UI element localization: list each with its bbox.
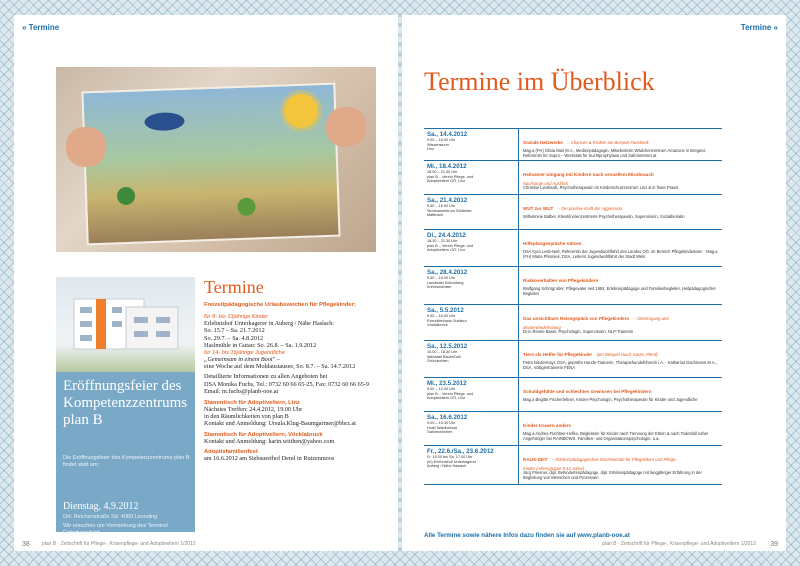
- date-cell: [424, 161, 519, 194]
- event-time: 9.00 – 16.00 Uhr: [427, 204, 456, 208]
- event-time: 18.00 – 21.30 Uhr: [427, 170, 458, 174]
- event-subtitle: Kinder (Altersgruppe 9-12 Jahre): [523, 466, 584, 471]
- date-row: [424, 195, 722, 230]
- event-title: Heilsamer Umgang mit Kindern nach sexuellem Missbrauch: [523, 172, 654, 177]
- event-title-extra: – Chancen & Risiken am Beispiel Facebook: [567, 140, 649, 145]
- section-header: Termine «: [740, 23, 778, 32]
- event-location: plan B – Verein Pflege- und: [427, 174, 474, 179]
- event-date: Mi., 23.5.2012: [427, 380, 467, 387]
- info-cell: [519, 230, 722, 266]
- event-time: 18.30 – 21.30 Uhr: [427, 239, 458, 243]
- green-mark: [237, 197, 256, 216]
- event-speaker: Petra Niedermayr, DSA, geprüfte Hunde-Trainerin, Therapiehundeführerin i.A. · Katharina Dachmann M.A., DSA, Voltigiertrainerin FENA: [523, 360, 717, 370]
- event-location: Aktivstall Bauer/Dali: [427, 354, 461, 359]
- event-note: Wir ersuchen um Vormerkung des Termins! Einladung folgt.: [63, 523, 169, 536]
- date-row: [424, 305, 722, 341]
- date-row: [424, 341, 722, 378]
- event-date: Sa., 16.6.2012: [427, 414, 468, 421]
- event-date: Sa., 28.4.2012: [427, 269, 468, 276]
- termine-column: [204, 277, 400, 463]
- date-cell: [424, 446, 519, 484]
- event-date: Mi., 18.4.2012: [427, 163, 467, 170]
- event-title: RAUS-ZEIT: [523, 457, 548, 462]
- dates-table: [424, 128, 722, 485]
- event-box: [56, 277, 195, 536]
- stammtisch-voecklabruck-title: Stammtisch für Adoptiveltern, Vöcklabruck: [204, 431, 323, 438]
- section-header: » Termine: [22, 23, 60, 32]
- info-cell: [519, 412, 722, 445]
- event-speaker: Wolfgang Schörgruber, Pflegevater seit 1992, Erlebnispädagoge und Familienbegleiter, Heilpädagogischer Begleiter: [523, 286, 716, 296]
- info-cell: [519, 341, 722, 377]
- event-speaker: Wilhelmine Balber, Klient/inn/enzentrierte Psychotherapeutin, Supervisorin, Sozialbeiratin: [523, 214, 685, 219]
- date-row: [424, 161, 722, 195]
- details-line: Detaillierte Informationen zu allen Angeboten bei: [204, 373, 328, 381]
- event-location: Vöcklabruck: [427, 323, 448, 327]
- page-footer: plan B · Zeitschrift für Pflege-, Krisenpflege- und Adoptiveltern 1/2012: [602, 541, 756, 547]
- event-date: Dienstag, 4.9.2012: [63, 501, 139, 512]
- event-location: plan B – Verein Pflege- und: [427, 243, 474, 248]
- event-speaker: Christine Lienhardt, Psychotherapeutin im Kinderschutzzentrum Linz & in freier Praxis: [523, 185, 679, 190]
- info-cell: [519, 446, 722, 484]
- event-title: Kinder trauern anders: [523, 423, 571, 428]
- event-intro: Die Eröffnungsfeier des Kompetenzzentrums plan B findet statt am:: [63, 455, 190, 468]
- stammtisch-voecklabruck-line: Kontakt und Anmeldung: karin.witthen@yahoo.com: [204, 437, 335, 445]
- date-cell: [424, 129, 519, 160]
- event-location: Seminarzentrum Schlieder: [427, 208, 472, 213]
- event-title: Soziale Netzwerke: [523, 140, 563, 145]
- date-cell: [424, 412, 519, 445]
- sun-drawing: [284, 93, 319, 128]
- details-line: Email: m.fuchs@planb-ooe.at: [204, 388, 279, 396]
- blue-figure-drawing: [144, 112, 185, 131]
- stammtisch-linz-line: Kontakt und Anmeldung: Ursula.Klug-Baumgartner@bbrz.at: [204, 420, 356, 428]
- stammtisch-linz-line: Nächstes Treffen: 24.4.2012, 19.00 Uhr: [204, 405, 303, 413]
- event-title-extra: – Übertragung und: [633, 316, 669, 321]
- group2-line: eine Woche auf dem Moldaustausee, So. 8.7. – Sa. 14.7.2012: [204, 363, 356, 371]
- event-time: 9.00 – 12.00 Uhr: [427, 387, 456, 391]
- event-title: Tiere als Helfer für Pflegekinder: [523, 352, 593, 357]
- event-title-extra: (am Beispiel Hund, Katze, Pferd): [596, 352, 658, 357]
- event-speaker: Jürg Priesner, dipl. Behindertenpädagoge, dipl. Erlebnispädagoge mit langjähriger Erfahrung in der Begleitung von Menschen und Prozessen: [523, 470, 702, 480]
- event-time: 9.00 – 16.00 Uhr: [427, 314, 456, 318]
- event-title: Das unsichtbare Reisegepäck von Pflegekindern: [523, 316, 630, 321]
- stammtisch-linz-line: in den Räumlichkeiten von plan B: [204, 413, 289, 421]
- info-cell: [519, 378, 722, 411]
- event-location: Wissensturm: [427, 142, 449, 147]
- stammtisch-linz-title: Stammtisch für Adoptiveltern, Linz: [204, 399, 300, 406]
- details-line: DSA Monika Fuchs, Tel.: 0732 60 66 65-25, Fax: 0732 60 66 65-9: [204, 380, 369, 388]
- group2-subtitle: „Gemeinsam in einem Boot" –: [204, 355, 280, 363]
- event-location: Kremsmünster: [427, 285, 452, 289]
- right-hand: [326, 107, 366, 147]
- group1-title: für 8- bis 13jährige Kinder: [204, 314, 269, 320]
- event-location: Hotel Waldheimat: [427, 425, 457, 430]
- event-time: Fr. 16.00 bis Sa. 17.00 Uhr: [427, 455, 473, 459]
- right-page: [402, 15, 786, 551]
- date-row: [424, 446, 722, 485]
- date-cell: [424, 195, 519, 229]
- date-row: [424, 129, 722, 161]
- event-speaker: Dr.in Renée Baser, Psychologin, Supervisorin, NLP-Trainerin: [523, 329, 634, 334]
- event-location: Linz: [427, 147, 434, 151]
- event-date: Fr., 22.6./Sa., 23.6.2012: [427, 448, 494, 455]
- info-cell: [519, 129, 722, 160]
- date-row: [424, 378, 722, 412]
- event-title: Eröffnungsfeier des Kompetenzzentrums plan B: [63, 378, 188, 428]
- group1-line: Erlebnishof Unterkagerer in Auberg / Nähe Haslach:: [204, 320, 335, 327]
- group1-line: So. 29.7. – Sa. 4.8.2012: [204, 334, 264, 342]
- info-cell: [519, 161, 722, 194]
- event-title-extra: – Die positive Kraft der Aggression: [557, 206, 623, 211]
- group1-line: So. 15.7 – Sa. 21.7.2012: [204, 327, 265, 335]
- event-location: Gallneukirchen: [427, 430, 453, 434]
- date-cell: [424, 378, 519, 411]
- event-location: Auberg / Nähe Haslach: [427, 464, 467, 468]
- overview-title: Termine im Überblick: [424, 67, 655, 96]
- event-subtitle: Nachsorge und Ausblick: [523, 181, 569, 186]
- date-row: [424, 230, 722, 267]
- event-subtitle: Musterwiederholung: [523, 325, 561, 330]
- event-location: Grünnschlen: [427, 359, 449, 363]
- event-location: Mattinsch: [427, 213, 444, 217]
- drawing-paper: [81, 83, 340, 246]
- date-cell: [424, 305, 519, 340]
- event-location: (m) Erlebnishof Unterkagerer: [427, 459, 476, 464]
- familienfest-title: Adoptivfamilienfest: [204, 449, 258, 456]
- info-cell: [519, 305, 722, 340]
- event-location: Landhotel Schickberg: [427, 280, 464, 285]
- info-cell: [519, 267, 722, 304]
- event-speaker: DSA Kyra Lesb-Nett, Referentin der Jugendwohlfahrt des Landes OÖ. im Bereich Pflegekindwesen · Mag.a (FH) Maria Pfenniek, DSA, Leiterin Jugendwohlfahrt der Stadt Wels: [523, 249, 718, 259]
- event-title: Risikoverhalten von Pflegekindern: [523, 278, 599, 283]
- event-title: Schuldgefühle und schlechtes Gewissen bei Pflegekindern: [523, 389, 652, 394]
- event-location: Exerzitienhaus Subiaco: [427, 318, 467, 323]
- child-drawing-photo: [56, 67, 376, 252]
- info-cell: [519, 195, 722, 229]
- page-number: 38: [22, 541, 30, 548]
- termine-subtitle: Freizeitpädagogische Urlaubswochen für Pflegekinder:: [204, 302, 356, 308]
- event-time: 15.00 – 18.30 Uhr: [427, 350, 458, 354]
- event-date: Sa., 14.4.2012: [427, 131, 468, 138]
- event-speaker: Mag.a Andrea Füchtner-Hofko, Begleiterin für Kinder nach Trennung der Eltern & nach Todesfall naher Angehöriger bei RAINBOWS, Familien- und Organisationspsychologin, u.a.: [523, 431, 709, 441]
- event-location: Adoptiveltern OÖ, Linz: [427, 396, 466, 400]
- event-location: Adoptiveltern OÖ, Linz: [427, 179, 466, 183]
- date-row: [424, 412, 722, 446]
- event-date: Di., 24.4.2012: [427, 232, 466, 239]
- building-image: [56, 277, 195, 372]
- event-time: 9.00 – 16.00 Uhr: [427, 276, 456, 280]
- event-date: Sa., 5.5.2012: [427, 307, 464, 314]
- event-place: Ort: Reichenstraße Sd. 4060 Leonding: [63, 514, 158, 520]
- event-location: plan B – Verein Pflege- und: [427, 391, 474, 396]
- event-title-extra: – Erlebnispädagogisches Wochenende für Pflegeeltern und Pflege-: [551, 457, 677, 462]
- green-mark: [117, 187, 136, 206]
- date-cell: [424, 341, 519, 377]
- familienfest-line: am 16.6.2012 am Siebauerthof Deml in Rutzenmoos: [204, 455, 335, 463]
- event-time: 9.00 – 16.00 Uhr: [427, 138, 456, 142]
- page-footer: plan B · Zeitschrift für Pflege-, Krisenpflege- und Adoptiveltern 1/2012: [42, 541, 196, 547]
- event-title: WUT zur WUT: [523, 206, 554, 211]
- left-hand: [66, 127, 106, 167]
- page-number: 39: [770, 541, 778, 548]
- event-time: 9.00 – 15.30 Uhr: [427, 421, 456, 425]
- all-dates-link[interactable]: Alle Termine sowie nähere Infos dazu finden sie auf www.planb-ooe.at: [424, 532, 630, 539]
- event-date: Sa., 21.4.2012: [427, 197, 468, 204]
- event-location: Adoptiveltern OÖ, Linz: [427, 248, 466, 252]
- date-cell: [424, 230, 519, 266]
- event-date: Sa., 12.5.2012: [427, 343, 468, 350]
- group1-line: Haslmühle in Gutau: So. 26.8. – Sa. 1.9.2012: [204, 342, 317, 350]
- event-speaker: Mag.a (FH) Olivia Mair M.A., Medienpädagogin, Mitarbeiterin Wädchenzentrum Amazone in Bregenz, Referentin für Supro – Werkstatt für Suchtprophylaxe und Saferinternet.at: [523, 148, 707, 158]
- event-speaker: Mag.a Brigitte Fischerlehner, Kinder-Psychologin, Psychotherapeutin für Kinder und Jugendliche: [523, 397, 698, 402]
- date-row: [424, 267, 722, 305]
- group2-title: für 14- bis 16jährige Jugendliche: [204, 349, 285, 356]
- date-cell: [424, 267, 519, 304]
- left-page: [14, 15, 398, 551]
- event-title: Hilfeplangespräche nützen: [523, 241, 582, 246]
- building-illustration: [56, 277, 195, 372]
- termine-title: Termine: [204, 277, 264, 297]
